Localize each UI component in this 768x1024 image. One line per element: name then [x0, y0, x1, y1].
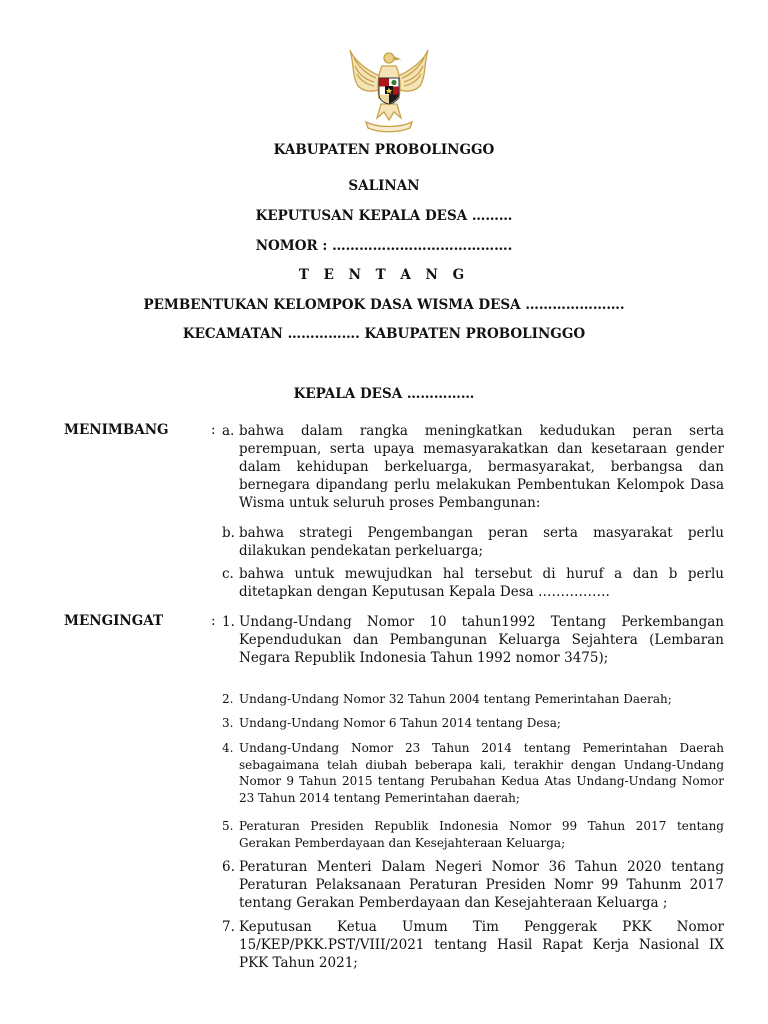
- item-marker: 6.: [222, 859, 235, 875]
- decree-number: NOMOR : ………………………………….: [255, 238, 513, 254]
- signer-title: KEPALA DESA ……………: [293, 386, 475, 402]
- menimbang-item: [222, 422, 724, 512]
- about-heading: T E N T A N G: [298, 267, 470, 283]
- menimbang-item: [222, 565, 724, 601]
- mengingat-item: [222, 918, 724, 972]
- item-text: Undang-Undang Nomor 32 Tahun 2004 tentang Pemerintahan Daerah;: [239, 692, 672, 706]
- subject-line-2: KECAMATAN ……………. KABUPATEN PROBOLINGGO: [182, 326, 586, 342]
- item-text: bahwa strategi Pengembangan peran serta masyarakat perlu dilakukan pendekatan perkeluarga;: [239, 525, 724, 559]
- menimbang-label: MENIMBANG: [64, 422, 169, 438]
- regency-title: KABUPATEN PROBOLINGGO: [273, 142, 495, 158]
- item-marker: 3.: [222, 716, 234, 730]
- mengingat-colon: :: [211, 613, 216, 629]
- subject-line-1: PEMBENTUKAN KELOMPOK DASA WISMA DESA ………………….: [143, 297, 625, 313]
- item-marker: 5.: [222, 819, 234, 833]
- item-text: Peraturan Presiden Republik Indonesia Nomor 99 Tahun 2017 tentang Gerakan Pemberdayaan dan Kesejahteraan Keluarga;: [239, 819, 724, 850]
- menimbang-item: [222, 524, 724, 560]
- mengingat-item: [222, 691, 724, 708]
- item-marker: 2.: [222, 692, 234, 706]
- item-text: bahwa untuk mewujudkan hal tersebut di huruf a dan b perlu ditetapkan dengan Keputusan Kepala Desa …………….: [239, 566, 724, 600]
- decree-title: KEPUTUSAN KEPALA DESA ………: [255, 208, 513, 224]
- mengingat-label: MENGINGAT: [64, 613, 164, 629]
- mengingat-item: [222, 858, 724, 912]
- item-marker: c.: [222, 566, 234, 582]
- item-text: bahwa dalam rangka meningkatkan kedudukan peran serta perempuan, serta upaya memasyarakatkan dan kesetaraan gender dalam kehidupan berkeluarga, bermasyarakat, berbangsa dan bernegara dipandang perlu melakukan Pembentukan Kelompok Dasa Wisma untuk seluruh proses Pembangunan:: [239, 423, 724, 511]
- mengingat-item: [222, 818, 724, 851]
- copy-label: SALINAN: [348, 178, 420, 194]
- mengingat-item: [222, 613, 724, 667]
- item-text: Keputusan Ketua Umum Tim Penggerak PKK Nomor 15/KEP/PKK.PST/VIII/2021 tentang Hasil Rapat Kerja Nasional IX PKK Tahun 2021;: [239, 919, 724, 971]
- item-marker: a.: [222, 423, 235, 439]
- garuda-emblem: [344, 46, 434, 134]
- menimbang-colon: :: [211, 422, 216, 438]
- item-marker: b.: [222, 525, 235, 541]
- item-marker: 7.: [222, 919, 235, 935]
- item-text: Undang-Undang Nomor 6 Tahun 2014 tentang Desa;: [239, 716, 561, 730]
- mengingat-item: [222, 740, 724, 806]
- item-text: Undang-Undang Nomor 10 tahun1992 Tentang Perkembangan Kependudukan dan Pembangunan Keluarga Sejahtera (Lembaran Negara Republik Indonesia Tahun 1992 nomor 3475);: [239, 614, 724, 666]
- item-text: Peraturan Menteri Dalam Negeri Nomor 36 Tahun 2020 tentang Peraturan Pelaksanaan Peraturan Presiden Nomr 99 Tahunm 2017 tentang Gerakan Pemberdayaan dan Kesejahteraan Keluarga ;: [239, 859, 724, 911]
- item-text: Undang-Undang Nomor 23 Tahun 2014 tentang Pemerintahan Daerah sebagaimana telah diubah beberapa kali, terakhir dengan Undang-Undang Nomor 9 Tahun 2015 tentang Perubahan Kedua Atas Undang-Undang Nomor 23 Tahun 2014 tentang Pemerintahan daerah;: [239, 741, 724, 805]
- item-marker: 4.: [222, 741, 234, 755]
- item-marker: 1.: [222, 614, 235, 630]
- mengingat-item: [222, 715, 724, 732]
